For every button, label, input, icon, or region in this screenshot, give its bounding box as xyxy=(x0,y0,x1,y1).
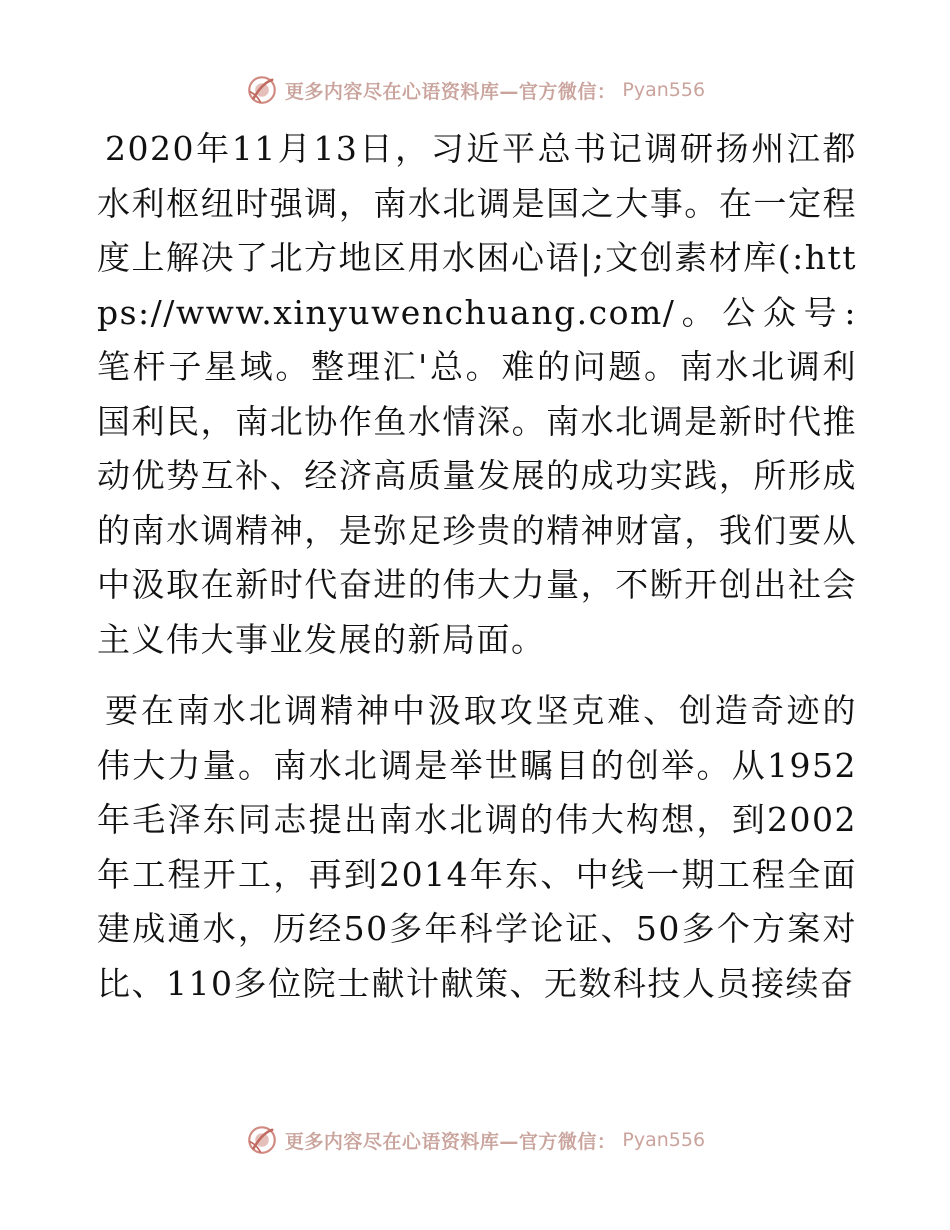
header-watermark xyxy=(0,70,950,110)
paragraph: 要在南水北调精神中汲取攻坚克难、创造奇迹的伟大力量。南水北调是举世瞩目的创举。从1952年毛泽东同志提出南水北调的伟大构想，到2002年工程开工，再到2014年东、中线一期工程全面建成通水，历经50多年科学论证、50多个方案对比、110多位院士献计献策、无数科技人员接续奋 xyxy=(97,691,857,1003)
ribbon-seal-icon xyxy=(245,73,279,107)
document-body xyxy=(97,122,857,1011)
watermark-wechat-id: Pyan556 xyxy=(622,79,706,101)
watermark-text: 更多内容尽在心语资料库—官方微信： xyxy=(284,1130,617,1153)
watermark-text: 更多内容尽在心语资料库—官方微信： xyxy=(284,80,617,103)
ribbon-seal-icon xyxy=(245,1123,279,1157)
paragraph: 2020年11月13日，习近平总书记调研扬州江都水利枢纽时强调，南水北调是国之大事。在一定程度上解决了北方地区用水困心语|;文创素材库(:https://www.xinyuwenchuang.com/。公众号: 笔杆子星域。整理汇'总。难的问题。南水北调利国利民，南北协作鱼水情深。南水北调是新时代推动优势互补、经济高质量发展的成功实践，所形成的南水调精神，是弥足珍贵的精神财富，我们要从中汲取在新时代奋进的伟大力量，不断开创出社会主义伟大事业发展的新局面。 xyxy=(97,129,858,659)
footer-watermark xyxy=(0,1120,950,1160)
watermark-wechat-id: Pyan556 xyxy=(622,1129,706,1151)
